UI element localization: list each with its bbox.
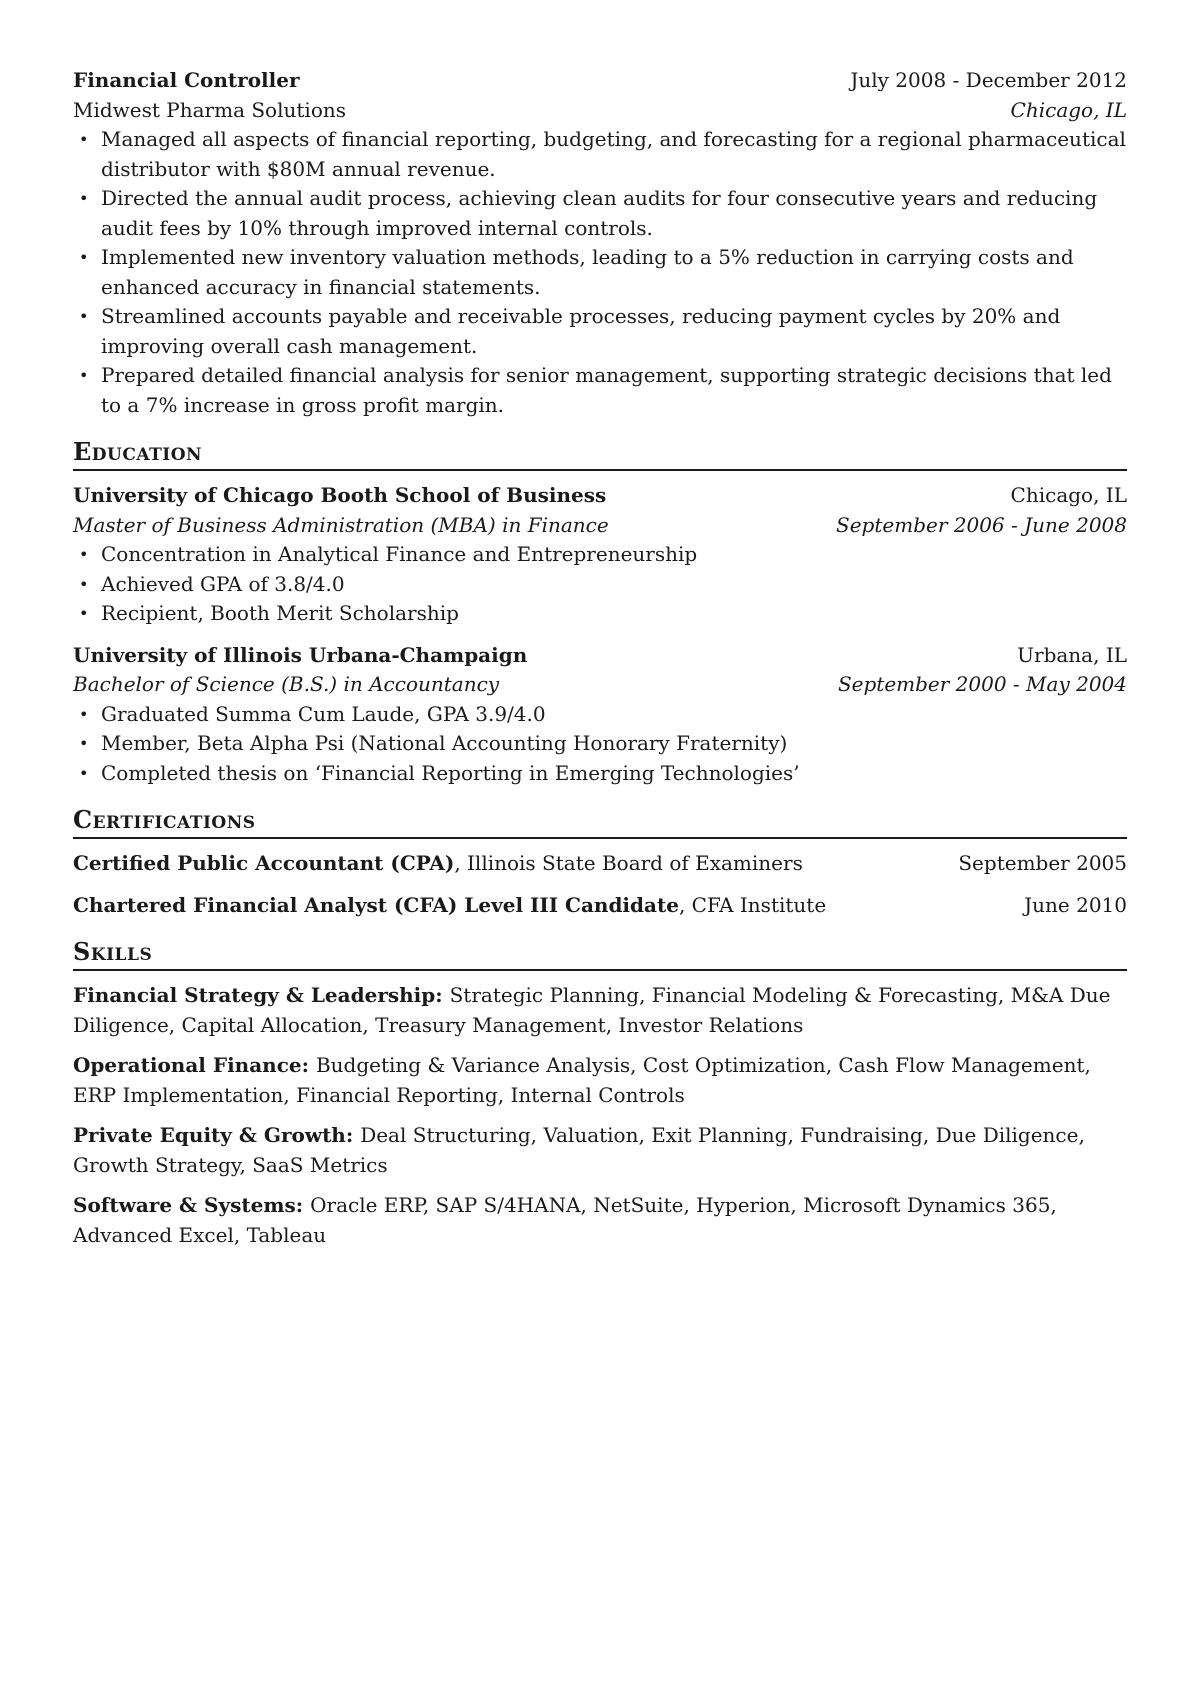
education-entry <box>73 481 1127 629</box>
education-subheader-row <box>73 511 1127 541</box>
job-location: Chicago, IL <box>1010 97 1127 122</box>
skill-label: Operational Finance: <box>73 1053 316 1077</box>
education-dates: September 2006 - June 2008 <box>836 512 1127 537</box>
experience-entry <box>73 66 1127 420</box>
company-name: Midwest Pharma Solutions <box>73 97 346 122</box>
skill-label: Financial Strategy & Leadership: <box>73 983 450 1007</box>
certification-date: June 2010 <box>1024 892 1127 917</box>
skill-label: Software & Systems: <box>73 1193 311 1217</box>
skill-items: Strategic Planning, Financial Modeling & Forecasting, M&A Due Diligence, Capital Allocation, Treasury Management, Investor Relations <box>73 983 1111 1037</box>
certification-date: September 2005 <box>958 851 1127 875</box>
experience-bullet: • Prepared detailed financial analysis for senior management, supporting strategic decisions that led to a 7% increase in gross profit margin. <box>73 361 1127 420</box>
education-bullet: • Member, Beta Alpha Psi (National Accounting Honorary Fraternity) <box>73 729 1127 759</box>
certifications-section <box>73 805 1127 920</box>
school-location: Chicago, IL <box>1010 483 1127 507</box>
education-dates: September 2000 - May 2004 <box>837 672 1127 696</box>
certification-row <box>73 891 1127 921</box>
job-title: Financial Controller <box>73 68 300 92</box>
certification-text <box>73 891 826 921</box>
certification-issuer: , Illinois State Board of Examiners <box>454 851 803 875</box>
skill-group <box>73 1121 1127 1180</box>
skills-heading: Skills <box>73 937 1127 971</box>
degree-name: Master of Business Administration (MBA) in Finance <box>73 512 609 537</box>
experience-subheader-row <box>73 96 1127 126</box>
education-section <box>73 437 1127 788</box>
experience-bullet: • Streamlined accounts payable and receivable processes, reducing payment cycles by 20% and improving overall cash management. <box>73 302 1127 361</box>
skills-section <box>73 937 1127 1250</box>
certification-name: Chartered Financial Analyst (CFA) Level III Candidate <box>73 892 679 917</box>
skill-items: Budgeting & Variance Analysis, Cost Optimization, Cash Flow Management, ERP Implementation, Financial Reporting, Internal Controls <box>73 1053 1091 1107</box>
education-heading: Education <box>73 437 1127 471</box>
experience-bullet: • Managed all aspects of financial reporting, budgeting, and forecasting for a regional pharmaceutical distributor with $80M annual revenue. <box>73 125 1127 184</box>
education-bullets <box>73 540 1127 629</box>
skill-group <box>73 981 1127 1040</box>
education-bullet: • Achieved GPA of 3.8/4.0 <box>73 570 1127 600</box>
education-subheader-row <box>73 670 1127 700</box>
experience-bullet: • Implemented new inventory valuation methods, leading to a 5% reduction in carrying costs and enhanced accuracy in financial statements. <box>73 243 1127 302</box>
education-bullet: • Recipient, Booth Merit Scholarship <box>73 599 1127 629</box>
experience-bullet: • Directed the annual audit process, achieving clean audits for four consecutive years and reducing audit fees by 10% through improved internal controls. <box>73 184 1127 243</box>
school-location: Urbana, IL <box>1017 642 1127 667</box>
certification-text <box>73 849 803 879</box>
skill-items: Deal Structuring, Valuation, Exit Planning, Fundraising, Due Diligence, Growth Strategy, SaaS Metrics <box>73 1123 1085 1177</box>
resume-page <box>73 66 1127 1250</box>
education-header-row <box>73 641 1127 671</box>
certification-name: Certified Public Accountant (CPA) <box>73 851 455 875</box>
education-bullet: • Completed thesis on ‘Financial Reporting in Emerging Technologies’ <box>73 759 1127 789</box>
skill-group <box>73 1191 1127 1250</box>
certification-issuer: , CFA Institute <box>678 892 827 917</box>
degree-name: Bachelor of Science (B.S.) in Accountancy <box>73 672 500 696</box>
education-bullet: • Concentration in Analytical Finance and Entrepreneurship <box>73 540 1127 570</box>
certification-row <box>73 849 1127 879</box>
education-entry <box>73 641 1127 789</box>
school-name: University of Chicago Booth School of Business <box>73 483 607 507</box>
experience-bullets <box>73 125 1127 420</box>
skill-label: Private Equity & Growth: <box>73 1123 361 1147</box>
school-name: University of Illinois Urbana-Champaign <box>73 642 528 667</box>
job-dates: July 2008 - December 2012 <box>850 68 1127 92</box>
experience-header-row <box>73 66 1127 96</box>
education-header-row <box>73 481 1127 511</box>
education-bullets <box>73 700 1127 789</box>
skill-items: Oracle ERP, SAP S/4HANA, NetSuite, Hyperion, Microsoft Dynamics 365, Advanced Excel, Tableau <box>73 1193 1057 1247</box>
skill-group <box>73 1051 1127 1110</box>
education-bullet: • Graduated Summa Cum Laude, GPA 3.9/4.0 <box>73 700 1127 730</box>
certifications-heading: Certifications <box>73 805 1127 839</box>
